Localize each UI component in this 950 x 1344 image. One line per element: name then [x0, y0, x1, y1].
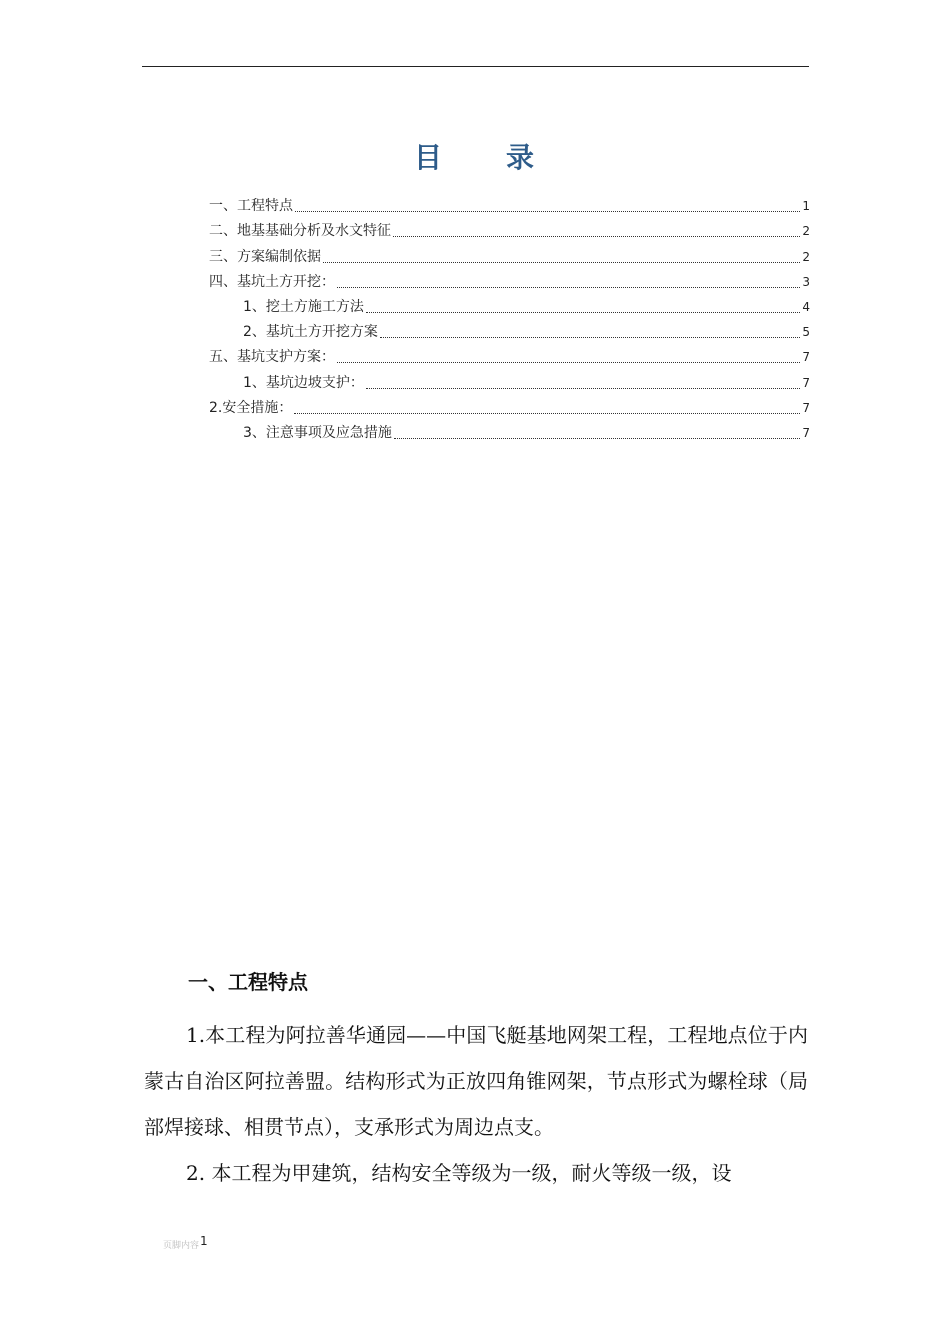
toc-entry[interactable]: [209, 316, 810, 341]
toc-entry[interactable]: [209, 266, 810, 291]
toc-entry-label: 2、基坑土方开挖方案: [243, 324, 378, 341]
toc-entry-page: 3: [802, 274, 810, 289]
toc-leader: [294, 413, 800, 414]
body-paragraph: 1.本工程为阿拉善华通园——中国飞艇基地网架工程，工程地点位于内蒙古自治区阿拉善盟。结构形式为正放四角锥网架，节点形式为螺栓球（局部焊接球、相贯节点），支承形式为周边点支。: [144, 1023, 808, 1139]
body-paragraph: 2. 本工程为甲建筑，结构安全等级为一级，耐火等级一级，设: [186, 1161, 732, 1185]
toc-leader: [337, 287, 800, 288]
toc-entry-label: 3、注意事项及应急措施: [243, 424, 392, 441]
toc-entry[interactable]: [209, 240, 810, 265]
toc-entry-page: 7: [802, 425, 810, 440]
toc-entry-label: 2.安全措施：: [209, 399, 293, 416]
toc-entry-label: 四、基坑土方开挖：: [209, 273, 335, 290]
toc-leader: [394, 438, 800, 439]
toc-entry[interactable]: [209, 417, 810, 442]
toc-leader: [366, 388, 800, 389]
header-rule: [142, 66, 809, 67]
toc-entry[interactable]: [209, 291, 810, 316]
toc-entry-page: 7: [802, 350, 810, 365]
toc-entry-label: 1、基坑边坡支护：: [243, 374, 364, 391]
toc-entry-page: 2: [802, 249, 810, 264]
footer-page-number: 1: [200, 1234, 208, 1248]
toc-title-char-1: 目: [413, 141, 444, 174]
toc-entry-label: 二、地基基础分析及水文特征: [209, 223, 391, 240]
toc-entry-label: 一、工程特点: [209, 198, 293, 215]
toc-leader: [393, 236, 800, 237]
toc-leader: [323, 262, 800, 263]
toc-entry-label: 五、基坑支护方案：: [209, 349, 335, 366]
toc-entry-label: 三、方案编制依据: [209, 248, 321, 265]
toc-entry[interactable]: [209, 392, 810, 417]
toc-entry[interactable]: [209, 215, 810, 240]
toc-entry-page: 1: [802, 199, 810, 214]
toc-entry-label: 1、挖土方施工方法: [243, 298, 364, 315]
toc-leader: [337, 362, 800, 363]
table-of-contents: [209, 190, 810, 442]
toc-entry-page: 2: [802, 224, 810, 239]
toc-entry-page: 7: [802, 400, 810, 415]
toc-leader: [380, 337, 800, 338]
toc-entry-page: 7: [802, 375, 810, 390]
toc-entry[interactable]: [209, 341, 810, 366]
toc-entry-page: 4: [802, 299, 810, 314]
section-heading: 一、工程特点: [188, 970, 308, 994]
toc-leader: [366, 312, 800, 313]
toc-entry[interactable]: [209, 190, 810, 215]
toc-title: [0, 136, 950, 176]
footer-text: 页脚内容: [163, 1241, 200, 1251]
toc-title-char-2: 录: [506, 141, 537, 174]
toc-entry-page: 5: [802, 325, 810, 340]
toc-entry[interactable]: [209, 366, 810, 391]
toc-leader: [295, 211, 800, 212]
